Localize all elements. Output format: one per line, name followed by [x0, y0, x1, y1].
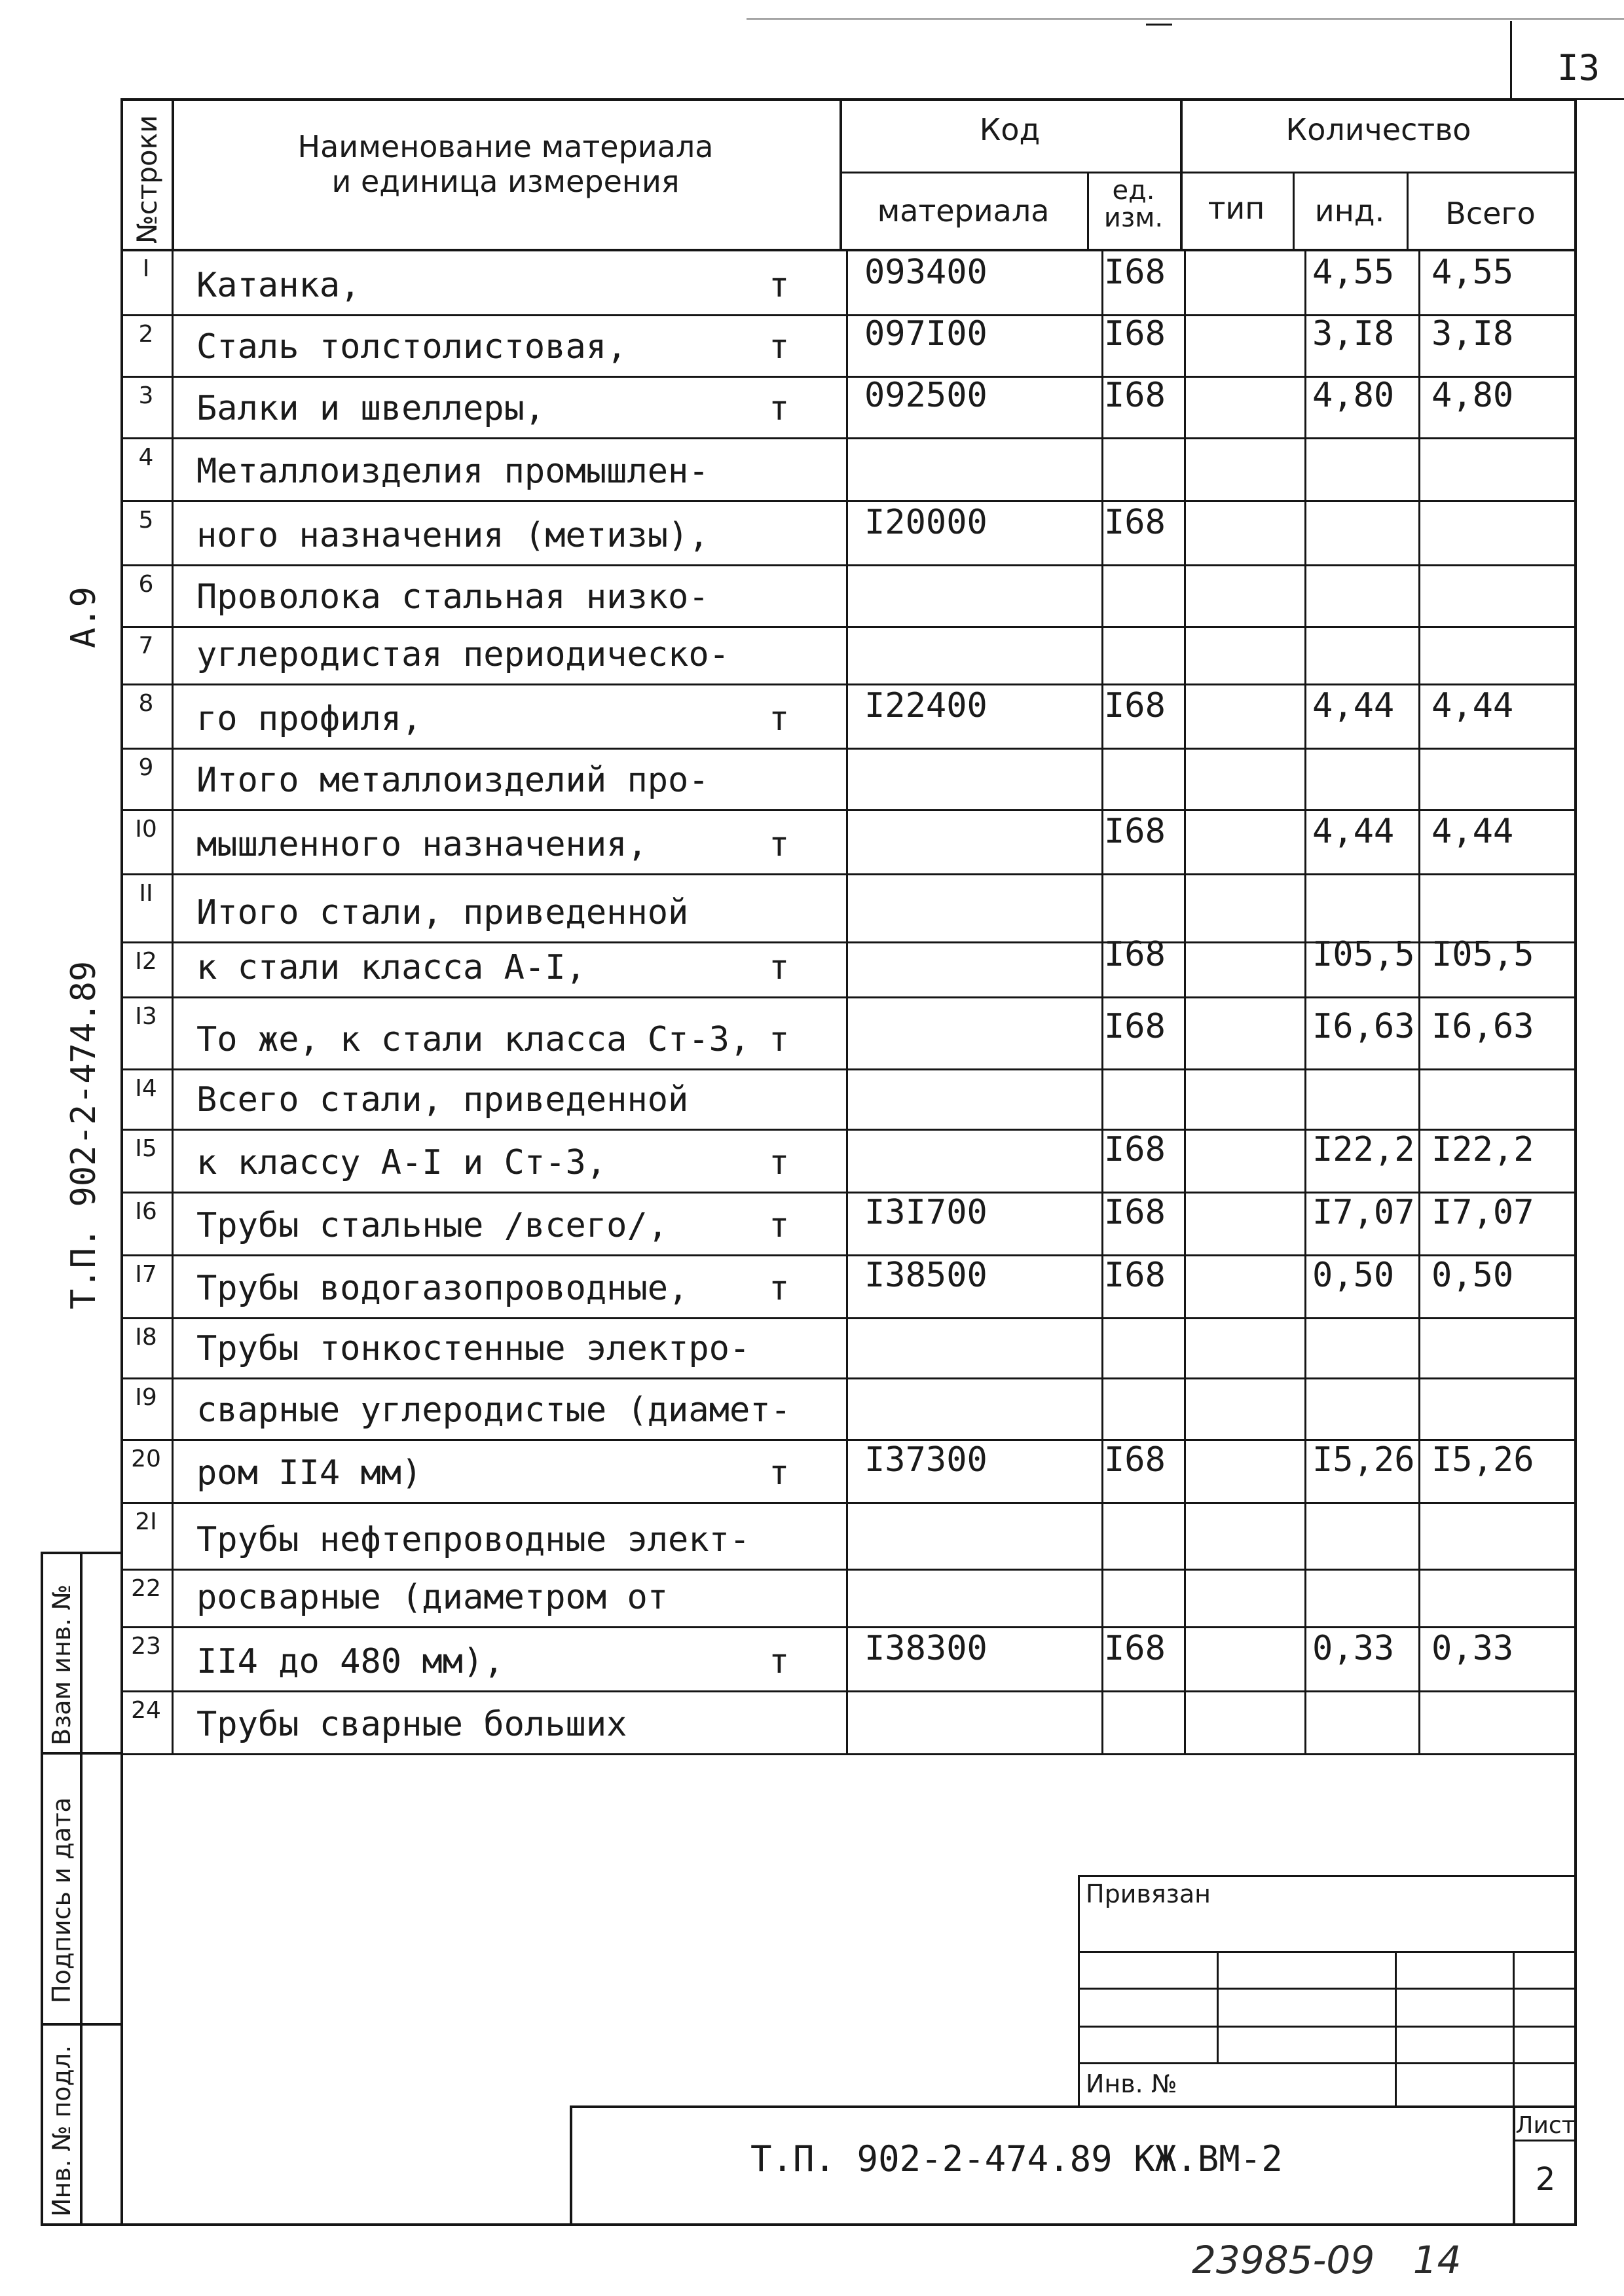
main-stamp-left — [570, 2105, 572, 2226]
unit-code: I68 — [1104, 314, 1166, 354]
table-top-border — [120, 98, 1577, 101]
material-name: к стали класса А-I, — [196, 948, 586, 987]
material-name: Трубы стальные /всего/, — [196, 1206, 669, 1245]
row-divider — [120, 809, 1577, 811]
col-line-rownum — [172, 249, 174, 1753]
row-number: I9 — [135, 1384, 157, 1411]
material-name: Трубы сварные больших — [196, 1705, 627, 1744]
qty-total: I05,5 — [1431, 935, 1534, 974]
table-right-border — [1574, 98, 1577, 2226]
material-name: к классу А-I и Ст-3, — [196, 1143, 607, 1182]
qty-total: 3,I8 — [1431, 314, 1514, 354]
handwritten-archive-number-suffix: 14 — [1412, 2238, 1462, 2282]
material-name: Итого стали, приведенной — [196, 893, 689, 932]
row-number: 5 — [138, 507, 154, 534]
col-line-ind — [1418, 249, 1420, 1753]
top-edge-line — [747, 18, 1624, 20]
qty-total: 4,80 — [1431, 376, 1514, 415]
stamp-podpis-data — [47, 1797, 253, 2032]
stamp-outer-left — [41, 1552, 43, 2226]
header-mid-line — [840, 172, 1577, 173]
material-name: мышленного назначения, — [196, 825, 648, 864]
row-divider — [120, 748, 1577, 750]
qty-individual: I6,63 — [1312, 1007, 1415, 1046]
stamp-podpis-data-text: Подпись и дата — [47, 1797, 76, 2003]
qty-individual: I22,2 — [1312, 1130, 1415, 1169]
material-name: росварные (диаметром от — [196, 1578, 669, 1617]
header-name — [172, 130, 840, 199]
row-divider — [120, 500, 1577, 502]
col-line-tip — [1304, 249, 1306, 1753]
row-divider — [120, 996, 1577, 998]
left-doc-number-text: Т.П. 902-2-474.89 — [64, 960, 103, 1309]
material-name: Проволока стальная низко- — [196, 577, 709, 617]
header-qty-ind: инд. — [1314, 193, 1385, 228]
row-number: I2 — [135, 948, 157, 975]
sheet-corner-number: I3 — [1557, 47, 1600, 88]
row-number: 24 — [131, 1697, 161, 1724]
unit-of-measure: т — [769, 825, 790, 864]
row-number: 4 — [138, 444, 154, 471]
left-code-label — [64, 587, 126, 687]
material-name: II4 до 480 мм), — [196, 1642, 504, 1681]
header-quantity: Количество — [1285, 112, 1471, 147]
material-code: I38300 — [864, 1629, 987, 1668]
row-divider — [120, 437, 1577, 439]
privyazan-left — [1078, 1875, 1080, 2105]
unit-of-measure: т — [769, 1020, 790, 1059]
material-name: сварные углеродистые (диамет- — [196, 1391, 791, 1430]
material-name: Трубы водогазопроводные, — [196, 1269, 689, 1308]
qty-individual: 4,55 — [1312, 253, 1395, 292]
list-label-line — [1513, 2140, 1577, 2141]
header-name-line1: Наименование материала — [297, 129, 714, 164]
frame-left-lower — [120, 1755, 123, 2226]
row-number: I0 — [135, 816, 157, 843]
qty-total: 4,44 — [1431, 686, 1514, 725]
row-divider — [120, 1377, 1577, 1379]
row-divider — [120, 873, 1577, 875]
header-code-unit-line2: изм. — [1103, 203, 1164, 233]
material-name: углеродистая периодическо- — [196, 635, 729, 674]
qty-individual: 4,80 — [1312, 376, 1395, 415]
row-number: 22 — [131, 1575, 161, 1602]
privyazan-line-2 — [1078, 1988, 1577, 1990]
row-number: I6 — [135, 1198, 157, 1225]
row-divider — [120, 1690, 1577, 1692]
material-name: То же, к стали класса Ст-3, — [196, 1020, 750, 1059]
unit-of-measure: т — [769, 1453, 790, 1493]
col-line-name — [846, 249, 848, 1753]
stamp-inv-podl — [47, 2045, 219, 2246]
left-code-text: А.9 — [64, 587, 103, 648]
row-number: 8 — [138, 690, 154, 717]
row-number: 23 — [131, 1633, 161, 1660]
row-number: I8 — [135, 1324, 157, 1351]
qty-individual: I5,26 — [1312, 1440, 1415, 1480]
unit-code: I68 — [1104, 1007, 1166, 1046]
privyazan-top — [1078, 1875, 1577, 1877]
material-code: 092500 — [864, 376, 987, 415]
row-number: I7 — [135, 1261, 157, 1288]
header-qty-type: тип — [1208, 191, 1265, 226]
material-code: I22400 — [864, 686, 987, 725]
material-name: Катанка, — [196, 266, 361, 305]
title-doc-code: Т.П. 902-2-474.89 КЖ.ВМ-2 — [750, 2138, 1283, 2179]
header-code-material: материала — [877, 193, 1050, 228]
privyazan-label: Привязан — [1086, 1880, 1211, 1908]
unit-of-measure: т — [769, 1143, 790, 1182]
row-divider — [120, 1569, 1577, 1571]
qty-total: I7,07 — [1431, 1193, 1534, 1232]
row-number: I4 — [135, 1075, 157, 1102]
list-label: Лист — [1515, 2112, 1576, 2139]
header-bottom-line — [120, 249, 1577, 251]
row-number: I — [142, 255, 150, 282]
col-line-unit — [1184, 249, 1186, 1753]
unit-of-measure: т — [769, 1269, 790, 1308]
material-code: 097I00 — [864, 314, 987, 354]
qty-total: 4,44 — [1431, 812, 1514, 851]
row-number: II — [139, 880, 153, 907]
unit-of-measure: т — [769, 948, 790, 987]
row-divider — [120, 683, 1577, 685]
header-row-number-text: №строки — [131, 115, 163, 244]
material-name: ного назначения (метизы), — [196, 516, 709, 555]
row-divider — [120, 564, 1577, 566]
qty-total: I6,63 — [1431, 1007, 1534, 1046]
material-name: Всего стали, приведенной — [196, 1080, 689, 1120]
unit-of-measure: т — [769, 1642, 790, 1681]
material-code: 093400 — [864, 253, 987, 292]
row-number: 7 — [138, 632, 154, 659]
row-number: 9 — [138, 754, 154, 781]
privyazan-line-3 — [1078, 2026, 1577, 2028]
row-divider — [120, 1068, 1577, 1070]
unit-of-measure: т — [769, 389, 790, 428]
qty-individual: 4,44 — [1312, 686, 1395, 725]
row-divider — [120, 1753, 1577, 1755]
material-name: ром II4 мм) — [196, 1453, 422, 1493]
header-code-unit — [1087, 177, 1180, 232]
privyazan-line-1 — [1078, 1951, 1577, 1953]
qty-individual: 0,33 — [1312, 1629, 1395, 1668]
privyazan-col-3 — [1513, 1951, 1515, 2105]
unit-of-measure: т — [769, 699, 790, 738]
row-number: I5 — [135, 1135, 157, 1162]
header-name-line2: и единица измерения — [331, 163, 680, 199]
qty-total: I22,2 — [1431, 1130, 1534, 1169]
handwritten-archive-number-main: 23985-09 — [1192, 2238, 1375, 2282]
material-code: I3I700 — [864, 1193, 987, 1232]
material-name: Трубы тонкостенные электро- — [196, 1329, 750, 1368]
unit-code: I68 — [1104, 1130, 1166, 1169]
unit-of-measure: т — [769, 1206, 790, 1245]
stamp-inv-podl-text: Инв. № подл. — [47, 2045, 76, 2217]
qty-total: 4,55 — [1431, 253, 1514, 292]
unit-code: I68 — [1104, 503, 1166, 542]
header-code: Код — [979, 112, 1041, 147]
material-name: Итого металлоизделий про- — [196, 761, 709, 800]
qty-total: I5,26 — [1431, 1440, 1534, 1480]
unit-code: I68 — [1104, 376, 1166, 415]
privyazan-col-2 — [1395, 1951, 1397, 2105]
material-name: Металлоизделия промышлен- — [196, 452, 709, 491]
privyazan-col-1 — [1217, 1951, 1219, 2062]
qty-individual: I05,5 — [1312, 935, 1415, 974]
row-number: I3 — [135, 1003, 157, 1030]
material-code: I38500 — [864, 1256, 987, 1295]
stamp-vzam-inv-text: Взам инв. № — [47, 1584, 76, 1745]
material-code: I37300 — [864, 1440, 987, 1480]
material-name: го профиля, — [196, 699, 422, 738]
header-code-unit-line1: ед. — [1112, 175, 1155, 206]
row-divider — [120, 626, 1577, 628]
row-divider — [120, 1502, 1577, 1504]
qty-total: 0,33 — [1431, 1629, 1514, 1668]
stamp-top — [41, 1552, 123, 1554]
material-code: I20000 — [864, 503, 987, 542]
corner-box-left — [1510, 21, 1512, 101]
main-stamp-top — [570, 2105, 1577, 2108]
row-number: 6 — [138, 571, 154, 598]
material-name: Трубы нефтепроводные элект- — [196, 1520, 750, 1559]
handwritten-archive-number — [1192, 2238, 1462, 2282]
unit-of-measure: т — [769, 327, 790, 367]
unit-code: I68 — [1104, 1440, 1166, 1480]
row-number: 20 — [131, 1446, 161, 1472]
header-qty-total: Всего — [1445, 196, 1536, 231]
page-bottom-border — [41, 2223, 1577, 2226]
qty-individual: 4,44 — [1312, 812, 1395, 851]
qty-individual: 3,I8 — [1312, 314, 1395, 354]
row-number: 3 — [138, 382, 154, 409]
col-line-code — [1101, 249, 1103, 1753]
unit-code: I68 — [1104, 1629, 1166, 1668]
unit-code: I68 — [1104, 253, 1166, 292]
privyazan-line-4 — [1078, 2062, 1577, 2064]
list-number: 2 — [1535, 2161, 1556, 2198]
inv-no-label: Инв. № — [1086, 2069, 1177, 2098]
stamp-inner-line — [80, 1552, 83, 2226]
qty-individual: I7,07 — [1312, 1193, 1415, 1232]
row-number: 2 — [138, 321, 154, 348]
unit-code: I68 — [1104, 812, 1166, 851]
unit-code: I68 — [1104, 1256, 1166, 1295]
material-name: Балки и швеллеры, — [196, 389, 545, 428]
unit-of-measure: т — [769, 266, 790, 305]
row-number: 2I — [135, 1508, 157, 1535]
qty-total: 0,50 — [1431, 1256, 1514, 1295]
qty-individual: 0,50 — [1312, 1256, 1395, 1295]
top-mark — [1146, 24, 1172, 26]
unit-code: I68 — [1104, 935, 1166, 974]
unit-code: I68 — [1104, 686, 1166, 725]
row-divider — [120, 1626, 1577, 1628]
unit-code: I68 — [1104, 1193, 1166, 1232]
material-name: Сталь толстолистовая, — [196, 327, 627, 367]
